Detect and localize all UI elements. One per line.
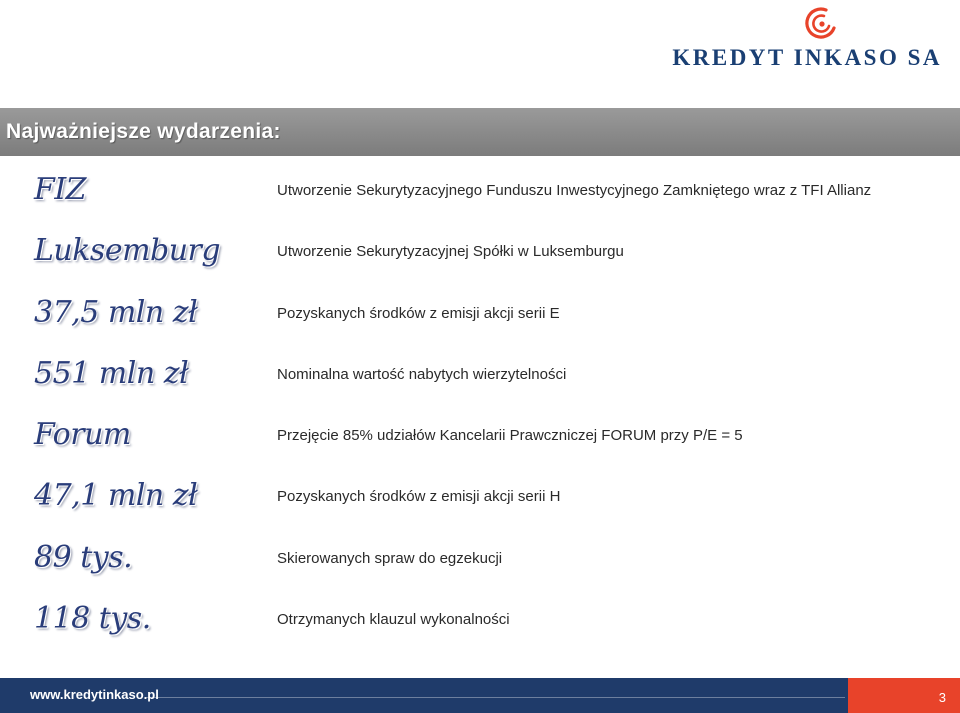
footer-url: www.kredytinkaso.pl bbox=[30, 687, 159, 702]
events-list bbox=[0, 162, 960, 652]
event-description: Otrzymanych klauzul wykonalności bbox=[277, 611, 510, 629]
event-key: 551 mln zł bbox=[34, 355, 189, 391]
event-key: 118 tys. bbox=[34, 601, 151, 637]
event-row bbox=[0, 591, 960, 652]
event-key: FIZ bbox=[34, 172, 87, 207]
event-description: Nominalna wartość nabytych wierzytelności bbox=[277, 365, 567, 383]
footer-bar bbox=[0, 678, 960, 713]
section-header bbox=[0, 108, 960, 156]
event-key: Luksemburg bbox=[34, 233, 221, 269]
page-number: 3 bbox=[938, 690, 946, 705]
section-title: Najważniejsze wydarzenia: bbox=[6, 120, 281, 143]
page-number-box bbox=[848, 678, 960, 713]
event-key: 37,5 mln zł bbox=[34, 294, 198, 330]
event-row bbox=[0, 162, 960, 223]
footer-divider bbox=[145, 697, 845, 698]
event-description: Przejęcie 85% udziałów Kancelarii Prawczniczej FORUM przy P/E = 5 bbox=[277, 427, 743, 445]
event-description: Utworzenie Sekurytyzacyjnej Spółki w Luksemburgu bbox=[277, 243, 624, 261]
event-row bbox=[0, 530, 960, 591]
event-description: Skierowanych spraw do egzekucji bbox=[277, 549, 503, 567]
event-key: 89 tys. bbox=[34, 539, 133, 575]
event-row bbox=[0, 468, 960, 529]
event-description: Utworzenie Sekurytyzacyjnego Funduszu Inwestycyjnego Zamkniętego wraz z TFI Allianz bbox=[277, 182, 872, 199]
event-row bbox=[0, 407, 960, 468]
event-description: Pozyskanych środków z emisji akcji serii E bbox=[277, 304, 560, 322]
logo-wordmark: KREDYT INKASO SA bbox=[672, 45, 942, 70]
event-row bbox=[0, 346, 960, 407]
event-key: 47,1 mln zł bbox=[34, 478, 198, 514]
event-row bbox=[0, 285, 960, 346]
event-description: Pozyskanych środków z emisji akcji serii H bbox=[277, 488, 561, 506]
event-row bbox=[0, 223, 960, 284]
company-logo bbox=[0, 0, 960, 100]
event-key: Forum bbox=[34, 417, 131, 453]
logo-swirl-icon bbox=[800, 4, 840, 44]
